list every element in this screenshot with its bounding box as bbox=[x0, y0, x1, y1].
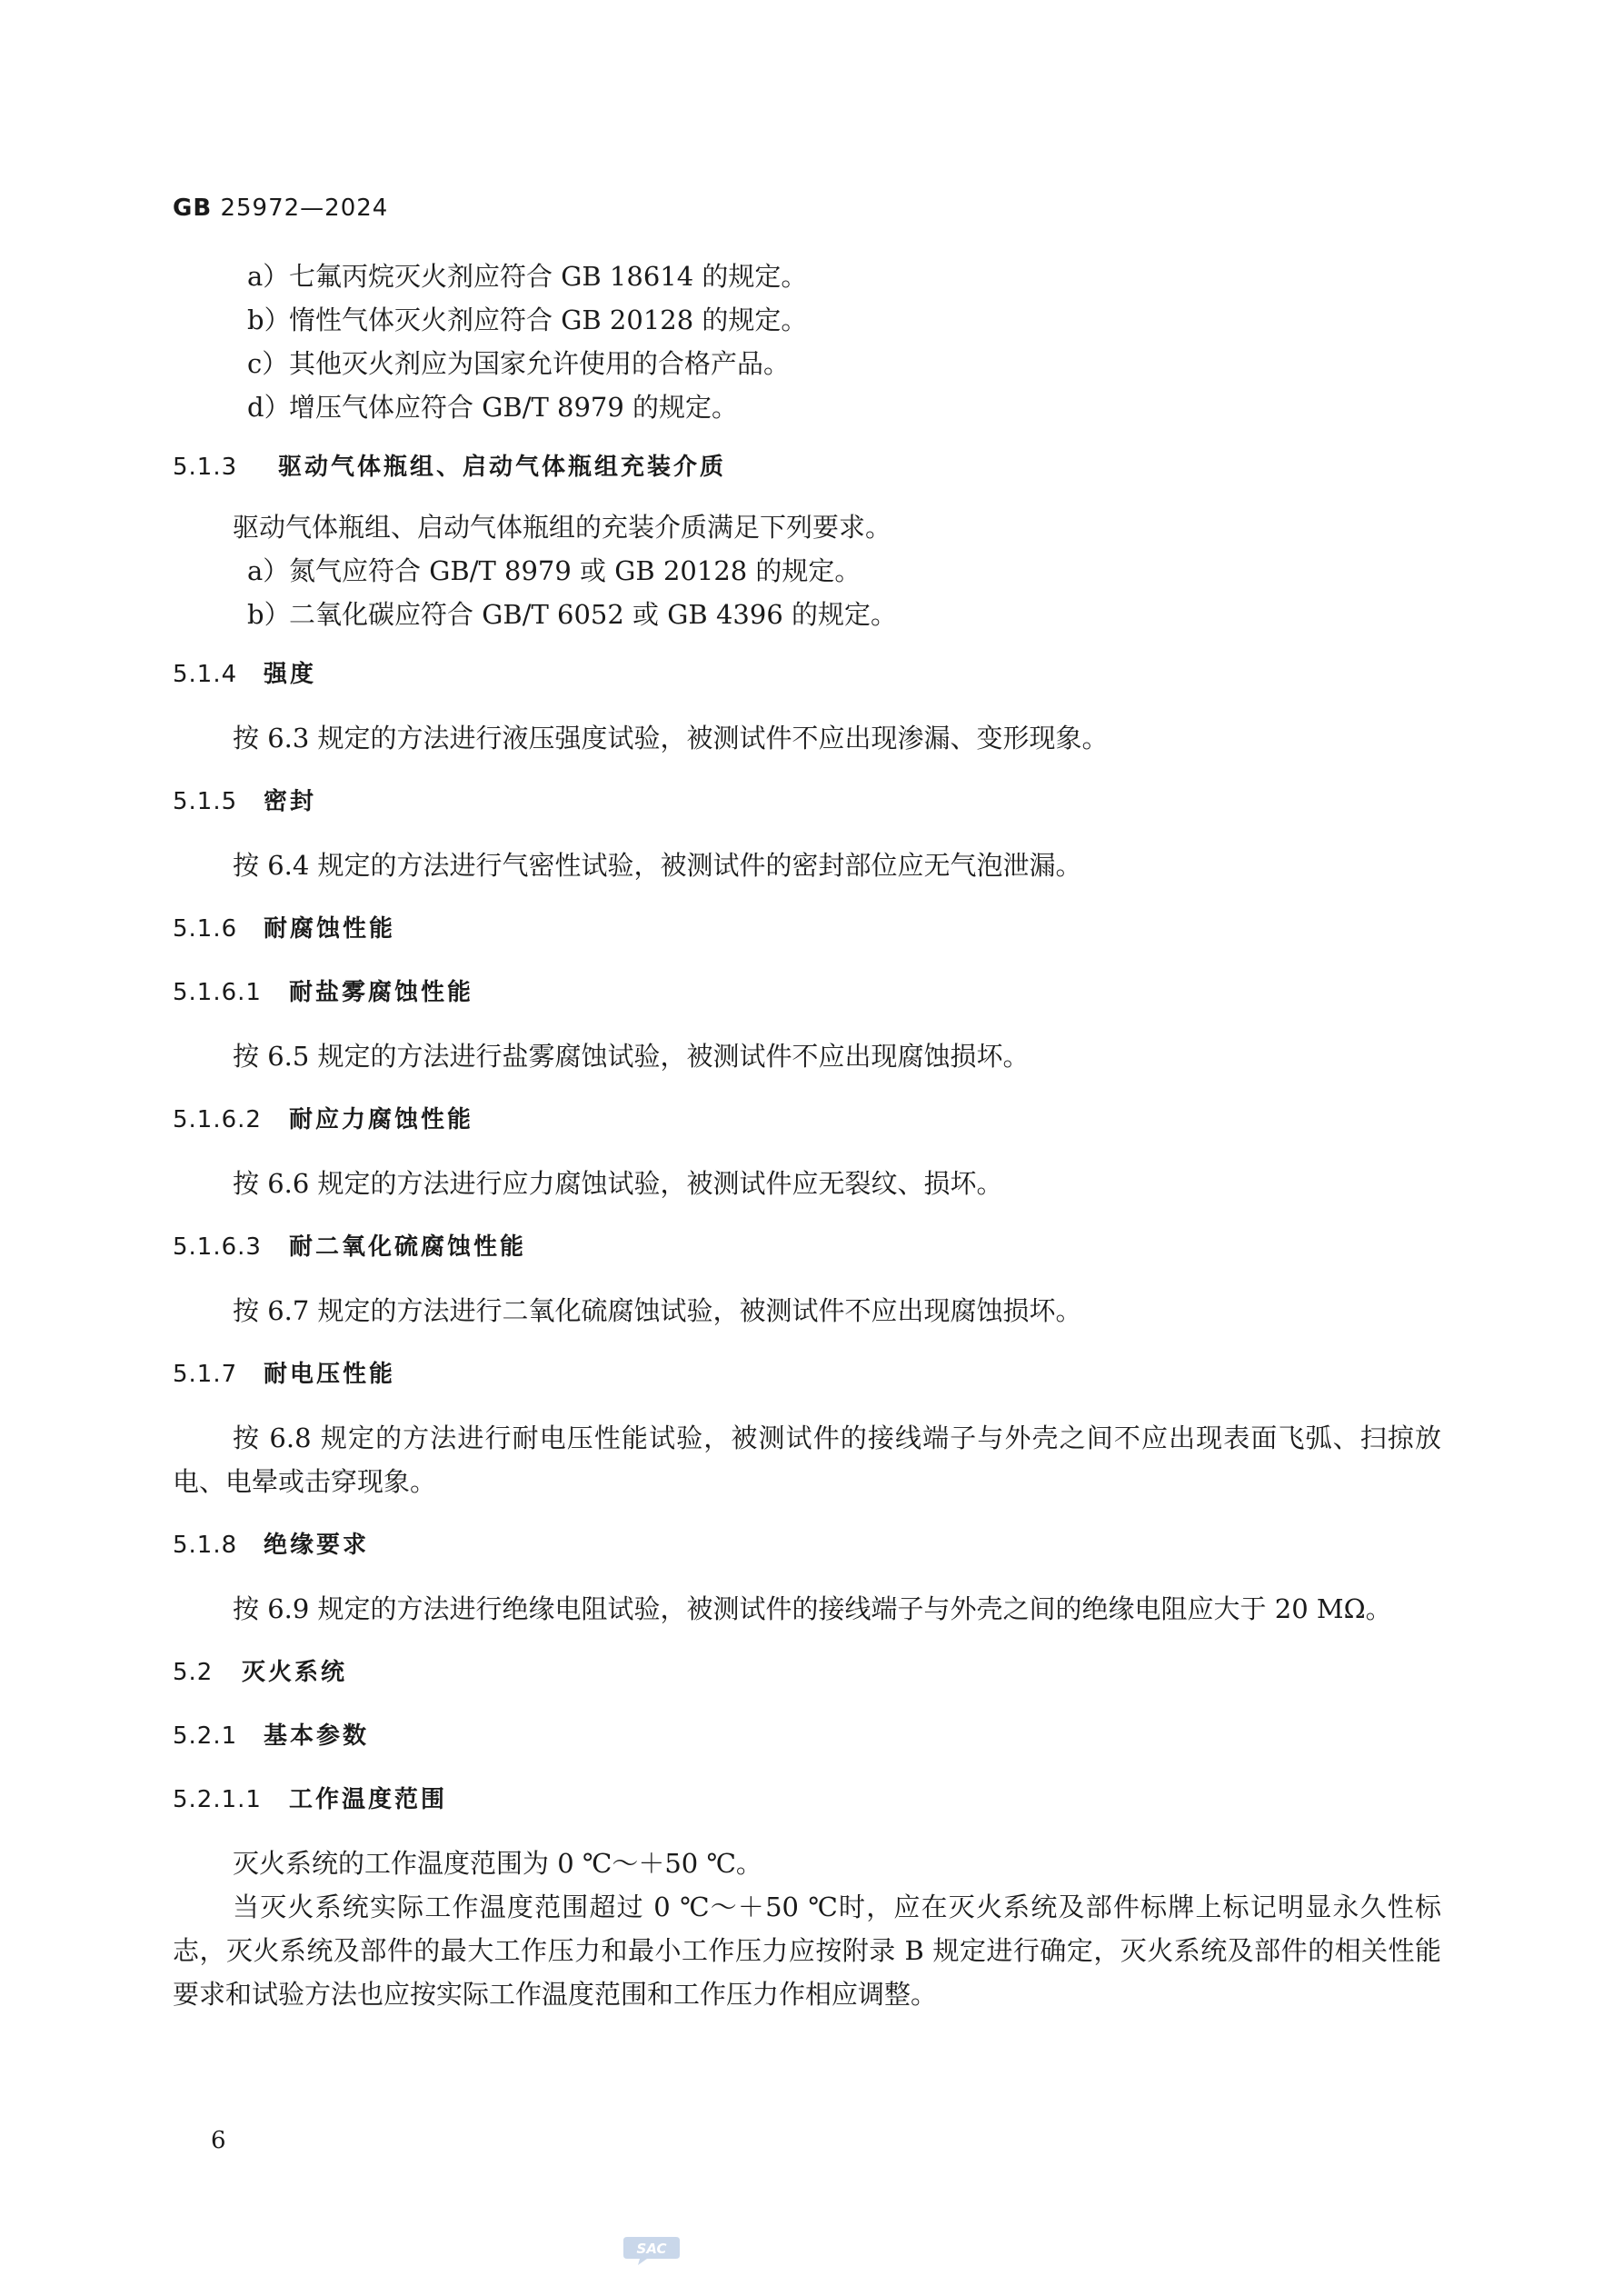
section-number: 5.1.7 bbox=[173, 1361, 238, 1388]
section-title: 工作温度范围 bbox=[289, 1786, 448, 1813]
section-heading-5-1-6-3 bbox=[173, 1225, 1445, 1269]
section-heading-5-2-1-1 bbox=[173, 1778, 1445, 1822]
section-number: 5.2.1.1 bbox=[173, 1786, 262, 1813]
list-text: 增压气体应符合 GB/T 8979 的规定。 bbox=[289, 392, 739, 423]
paragraph: 当灭火系统实际工作温度范围超过 0 ℃～＋50 ℃时，应在灭火系统及部件标牌上标记明显永久性标志，灭火系统及部件的最大工作压力和最小工作压力应按附录 B 规定进行确定，灭火系统及部件的相关性能要求和试验方法也应按实际工作温度范围和工作压力作相应调整。 bbox=[173, 1892, 1441, 2010]
section-heading-5-1-6-1 bbox=[173, 971, 1445, 1014]
paragraph: 按 6.5 规定的方法进行盐雾腐蚀试验，被测试件不应出现腐蚀损坏。 bbox=[233, 1041, 1030, 1072]
section-heading-5-1-8 bbox=[173, 1523, 1445, 1567]
list-item bbox=[173, 549, 1445, 593]
paragraph: 灭火系统的工作温度范围为 0 ℃～＋50 ℃。 bbox=[233, 1848, 762, 1879]
standard-number: 25972—2024 bbox=[220, 195, 389, 222]
section-heading-5-2 bbox=[173, 1651, 1445, 1694]
list-marker: c） bbox=[247, 348, 289, 379]
section-heading-5-1-3 bbox=[173, 445, 1445, 489]
sac-watermark-logo bbox=[620, 2231, 683, 2268]
section-title: 绝缘要求 bbox=[264, 1532, 370, 1559]
section-number: 5.2.1 bbox=[173, 1722, 238, 1750]
section-title: 基本参数 bbox=[264, 1722, 370, 1750]
document-content bbox=[173, 255, 1445, 2016]
list-text: 二氧化碳应符合 GB/T 6052 或 GB 4396 的规定。 bbox=[289, 599, 897, 630]
section-title: 耐盐雾腐蚀性能 bbox=[289, 979, 474, 1006]
list-marker: b） bbox=[247, 599, 291, 630]
list-text: 氮气应符合 GB/T 8979 或 GB 20128 的规定。 bbox=[289, 555, 861, 586]
section-number: 5.1.4 bbox=[173, 661, 238, 688]
list-item bbox=[173, 593, 1445, 636]
section-heading-5-1-6 bbox=[173, 907, 1445, 951]
section-heading-5-2-1 bbox=[173, 1714, 1445, 1758]
section-number: 5.1.5 bbox=[173, 788, 238, 815]
list-item bbox=[173, 298, 1445, 342]
list-text: 其他灭火剂应为国家允许使用的合格产品。 bbox=[289, 348, 791, 379]
list-item bbox=[173, 255, 1445, 298]
section-title: 耐应力腐蚀性能 bbox=[289, 1106, 474, 1133]
list-marker: a） bbox=[247, 555, 290, 586]
section-number: 5.1.6.3 bbox=[173, 1233, 262, 1261]
list-marker: d） bbox=[247, 392, 291, 423]
section-number: 5.1.6 bbox=[173, 915, 238, 943]
paragraph: 按 6.6 规定的方法进行应力腐蚀试验，被测试件应无裂纹、损坏。 bbox=[233, 1168, 1003, 1199]
list-item bbox=[173, 342, 1445, 385]
section-number: 5.2 bbox=[173, 1659, 214, 1686]
paragraph: 按 6.4 规定的方法进行气密性试验，被测试件的密封部位应无气泡泄漏。 bbox=[233, 850, 1082, 881]
fill-media-list bbox=[173, 255, 1445, 429]
paragraph: 按 6.9 规定的方法进行绝缘电阻试验，被测试件的接线端子与外壳之间的绝缘电阻应大于 20 MΩ。 bbox=[233, 1593, 1392, 1624]
sac-logo-icon bbox=[620, 2231, 683, 2268]
paragraph: 按 6.3 规定的方法进行液压强度试验，被测试件不应出现渗漏、变形现象。 bbox=[233, 723, 1109, 754]
section-title: 耐电压性能 bbox=[264, 1361, 396, 1388]
section-title: 耐腐蚀性能 bbox=[264, 915, 396, 943]
section-heading-5-1-5 bbox=[173, 780, 1445, 824]
list-text: 七氟丙烷灭火剂应符合 GB 18614 的规定。 bbox=[289, 261, 808, 292]
section-heading-5-1-7 bbox=[173, 1353, 1445, 1396]
section-number: 5.1.8 bbox=[173, 1532, 238, 1559]
page-number: 6 bbox=[211, 2127, 226, 2154]
section-heading-5-1-6-2 bbox=[173, 1098, 1445, 1142]
section-title: 强度 bbox=[264, 661, 317, 688]
paragraph: 驱动气体瓶组、启动气体瓶组的充装介质满足下列要求。 bbox=[233, 512, 892, 543]
section-title: 耐二氧化硫腐蚀性能 bbox=[289, 1233, 527, 1261]
section-heading-5-1-4 bbox=[173, 653, 1445, 696]
watermark-text: SAC bbox=[636, 2241, 667, 2257]
standard-prefix: GB bbox=[173, 195, 213, 222]
section-title: 密封 bbox=[264, 788, 317, 815]
paragraph: 按 6.7 规定的方法进行二氧化硫腐蚀试验，被测试件不应出现腐蚀损坏。 bbox=[233, 1295, 1082, 1326]
list-marker: a） bbox=[247, 261, 290, 292]
section-title: 驱动气体瓶组、启动气体瓶组充装介质 bbox=[278, 454, 727, 481]
section-number: 5.1.6.2 bbox=[173, 1106, 262, 1133]
paragraph: 按 6.8 规定的方法进行耐电压性能试验，被测试件的接线端子与外壳之间不应出现表面飞弧、扫掠放电、电晕或击穿现象。 bbox=[173, 1423, 1441, 1497]
list-item bbox=[173, 385, 1445, 429]
list-marker: b） bbox=[247, 304, 291, 335]
section-title: 灭火系统 bbox=[242, 1659, 348, 1686]
list-text: 惰性气体灭火剂应符合 GB 20128 的规定。 bbox=[289, 304, 808, 335]
standard-header bbox=[173, 195, 388, 222]
section-number: 5.1.3 bbox=[173, 454, 238, 481]
section-number: 5.1.6.1 bbox=[173, 979, 262, 1006]
